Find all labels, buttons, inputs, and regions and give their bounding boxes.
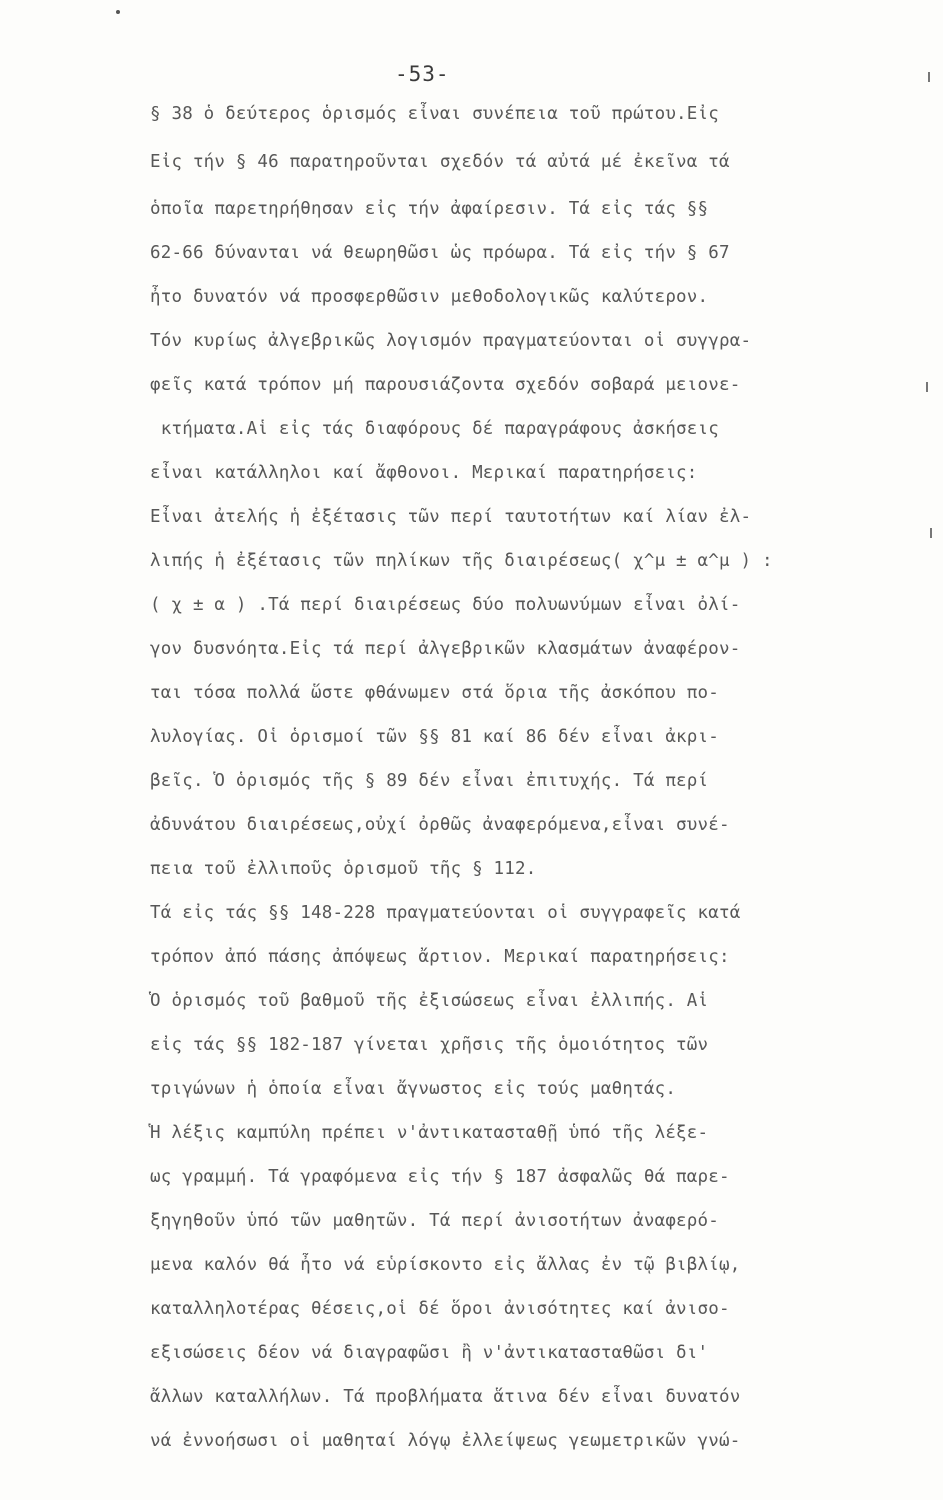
text-line: Εἰς τήν § 46 παρατηροῦνται σχεδόν τά αὐτά μέ ἐκεῖνα τά <box>150 152 730 172</box>
text-line: πεια τοῦ ἐλλιποῦς ὁρισμοῦ τῆς § 112. <box>150 859 537 879</box>
text-line: Ὁ ὁρισμός τοῦ βαθμοῦ τῆς ἐξισώσεως εἶναι ἐλλιπής. Αἱ <box>150 991 709 1011</box>
text-line: τριγώνων ἡ ὁποία εἶναι ἄγνωστος εἰς τούς μαθητάς. <box>150 1079 677 1099</box>
text-line: Εἶναι ἀτελής ἡ ἐξέτασις τῶν περί ταυτοτήτων καί λίαν ἐλ- <box>150 507 752 527</box>
text-line: λυλογίας. Οἱ ὁρισμοί τῶν §§ 81 καί 86 δέν εἶναι ἀκρι- <box>150 727 720 747</box>
text-line: ξηγηθοῦν ὑπό τῶν μαθητῶν. Τά περί ἀνισοτήτων ἀναφερό- <box>150 1211 720 1231</box>
text-line: κτήματα.Αἱ εἰς τάς διαφόρους δέ παραγράφους ἀσκήσεις <box>150 419 720 439</box>
text-line: εξισώσεις δέον νά διαγραφῶσι ἢ ν'ἀντικατασταθῶσι δι' <box>150 1343 709 1363</box>
text-line: Ἡ λέξις καμπύλη πρέπει ν'ἀντικατασταθῇ ὑπό τῆς λέξε- <box>150 1123 709 1143</box>
page-number: -53- <box>395 62 450 86</box>
margin-mark <box>930 528 932 538</box>
text-line: γον δυσνόητα.Εἰς τά περί ἀλγεβρικῶν κλασμάτων ἀναφέρον- <box>150 639 741 659</box>
margin-mark <box>928 72 930 82</box>
text-line: φεῖς κατά τρόπον μή παρουσιάζοντα σχεδόν σοβαρά μειονε- <box>150 375 741 395</box>
text-line: τρόπον ἀπό πάσης ἀπόψεως ἄρτιον. Μερικαί παρατηρήσεις: <box>150 947 730 967</box>
text-line: βεῖς. Ὁ ὁρισμός τῆς § 89 δέν εἶναι ἐπιτυχής. Τά περί <box>150 771 709 791</box>
text-line: μενα καλόν θά ἦτο νά εὑρίσκοντο εἰς ἄλλας ἐν τῷ βιβλίῳ, <box>150 1255 741 1275</box>
text-line: 62-66 δύνανται νά θεωρηθῶσι ὡς πρόωρα. Τά εἰς τήν § 67 <box>150 243 730 263</box>
text-line: ἄλλων καταλλήλων. Τά προβλήματα ἅτινα δέν εἶναι δυνατόν <box>150 1387 741 1407</box>
text-line: ἀδυνάτου διαιρέσεως,οὐχί ὀρθῶς ἀναφερόμενα,εἶναι συνέ- <box>150 815 730 835</box>
text-line: εἶναι κατάλληλοι καί ἄφθονοι. Μερικαί παρατηρήσεις: <box>150 463 698 483</box>
margin-mark <box>926 382 928 392</box>
text-line: ται τόσα πολλά ὥστε φθάνωμεν στά ὅρια τῆς ἀσκόπου πο- <box>150 683 720 703</box>
text-line: νά ἐννοήσωσι οἱ μαθηταί λόγῳ ἐλλείψεως γεωμετρικῶν γνώ- <box>150 1431 741 1451</box>
text-line: ὁποῖα παρετηρήθησαν εἰς τήν ἀφαίρεσιν. Τά εἰς τάς §§ <box>150 199 709 219</box>
text-line: § 38 ὁ δεύτερος ὁρισμός εἶναι συνέπεια τοῦ πρώτου.Εἰς <box>150 104 720 124</box>
text-line: καταλληλοτέρας θέσεις,οἱ δέ ὅροι ἀνισότητες καί ἀνισο- <box>150 1299 730 1319</box>
text-line: ( χ ± α ) .Τά περί διαιρέσεως δύο πολυωνύμων εἶναι ὀλί- <box>150 595 741 615</box>
text-line: Τόν κυρίως ἀλγεβρικῶς λογισμόν πραγματεύονται οἱ συγγρα- <box>150 331 752 351</box>
text-line: ως γραμμή. Τά γραφόμενα εἰς τήν § 187 ἀσφαλῶς θά παρε- <box>150 1167 730 1187</box>
text-line: ἦτο δυνατόν νά προσφερθῶσιν μεθοδολογικῶς καλύτερον. <box>150 287 709 307</box>
text-line: εἰς τάς §§ 182-187 γίνεται χρῆσις τῆς ὁμοιότητος τῶν <box>150 1035 709 1055</box>
text-line: Τά εἰς τάς §§ 148-228 πραγματεύονται οἱ συγγραφεῖς κατά <box>150 903 741 923</box>
ink-speck <box>116 10 120 14</box>
text-line: λιπής ἡ ἐξέτασις τῶν πηλίκων τῆς διαιρέσεως( χ^μ ± α^μ ) : <box>150 551 773 571</box>
